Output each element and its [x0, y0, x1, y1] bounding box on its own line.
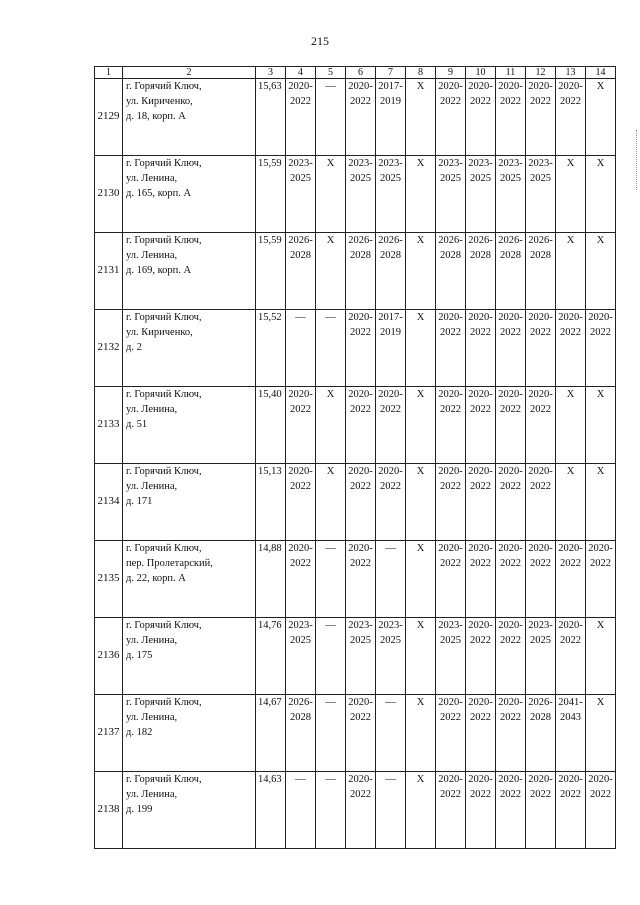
period-cell: 2020- 2022 [466, 772, 496, 849]
period-cell: 2023- 2025 [346, 618, 376, 695]
period-cell: 2020- 2022 [556, 79, 586, 156]
row-number: 2130 [95, 156, 123, 233]
period-cell: 2020- 2022 [526, 387, 556, 464]
period-cell: — [316, 541, 346, 618]
area-cell: 14,67 [256, 695, 286, 772]
period-cell: 2020- 2022 [436, 79, 466, 156]
period-cell: 2020- 2022 [496, 695, 526, 772]
address-cell: г. Горячий Ключ, ул. Ленина, д. 169, корп. А [123, 233, 256, 310]
period-cell: 2023- 2025 [526, 156, 556, 233]
area-cell: 14,88 [256, 541, 286, 618]
period-cell: 2020- 2022 [556, 310, 586, 387]
period-cell: Х [406, 772, 436, 849]
period-cell: 2020- 2022 [466, 618, 496, 695]
period-cell: 2020- 2022 [346, 464, 376, 541]
table-row [95, 387, 616, 464]
period-cell: 2020- 2022 [466, 310, 496, 387]
period-cell: 2023- 2025 [466, 156, 496, 233]
period-cell: Х [406, 387, 436, 464]
period-cell: 2020- 2022 [526, 310, 556, 387]
period-cell: Х [316, 156, 346, 233]
row-number: 2131 [95, 233, 123, 310]
period-cell: Х [316, 464, 346, 541]
period-cell: — [376, 541, 406, 618]
period-cell: Х [556, 387, 586, 464]
period-cell: Х [556, 464, 586, 541]
period-cell: Х [586, 618, 616, 695]
period-cell: — [376, 772, 406, 849]
period-cell: 2026- 2028 [376, 233, 406, 310]
period-cell: Х [316, 387, 346, 464]
period-cell: 2020- 2022 [346, 695, 376, 772]
row-number: 2137 [95, 695, 123, 772]
period-cell: 2020- 2022 [496, 772, 526, 849]
area-cell: 15,63 [256, 79, 286, 156]
column-number: 6 [346, 67, 376, 79]
address-cell: г. Горячий Ключ, ул. Ленина, д. 199 [123, 772, 256, 849]
period-cell: 2020- 2022 [436, 310, 466, 387]
period-cell: 2020- 2022 [496, 464, 526, 541]
period-cell: 2020- 2022 [466, 387, 496, 464]
period-cell: 2020- 2022 [286, 387, 316, 464]
period-cell: Х [586, 464, 616, 541]
table-row [95, 156, 616, 233]
period-cell: 2020- 2022 [466, 695, 496, 772]
period-cell: 2020- 2022 [466, 464, 496, 541]
period-cell: 2026- 2028 [286, 233, 316, 310]
period-cell: 2023- 2025 [286, 156, 316, 233]
period-cell: Х [406, 464, 436, 541]
column-number: 9 [436, 67, 466, 79]
period-cell: 2020- 2022 [526, 772, 556, 849]
area-cell: 15,59 [256, 233, 286, 310]
area-cell: 15,52 [256, 310, 286, 387]
period-cell: — [316, 772, 346, 849]
period-cell: Х [586, 387, 616, 464]
period-cell: 2020- 2022 [526, 541, 556, 618]
address-cell: г. Горячий Ключ, ул. Кириченко, д. 18, корп. А [123, 79, 256, 156]
period-cell: 2026- 2028 [496, 233, 526, 310]
period-cell: 2026- 2028 [286, 695, 316, 772]
address-cell: г. Горячий Ключ, ул. Ленина, д. 175 [123, 618, 256, 695]
period-cell: 2023- 2025 [436, 156, 466, 233]
period-cell: Х [406, 695, 436, 772]
period-cell: Х [586, 233, 616, 310]
period-cell: 2041- 2043 [556, 695, 586, 772]
table-body [95, 67, 616, 849]
period-cell: Х [586, 156, 616, 233]
period-cell: 2020- 2022 [346, 541, 376, 618]
address-cell: г. Горячий Ключ, ул. Ленина, д. 51 [123, 387, 256, 464]
period-cell: 2020- 2022 [346, 387, 376, 464]
period-cell: 2020- 2022 [346, 310, 376, 387]
period-cell: — [316, 310, 346, 387]
period-cell: 2023- 2025 [436, 618, 466, 695]
table-row [95, 695, 616, 772]
period-cell: — [376, 695, 406, 772]
column-number: 13 [556, 67, 586, 79]
period-cell: 2026- 2028 [436, 233, 466, 310]
period-cell: Х [406, 79, 436, 156]
period-cell: 2020- 2022 [466, 79, 496, 156]
period-cell: 2023- 2025 [526, 618, 556, 695]
period-cell: 2017- 2019 [376, 310, 406, 387]
period-cell: 2020- 2022 [286, 464, 316, 541]
period-cell: 2020- 2022 [346, 79, 376, 156]
period-cell: 2023- 2025 [346, 156, 376, 233]
period-cell: 2020- 2022 [376, 387, 406, 464]
period-cell: 2020- 2022 [496, 310, 526, 387]
period-cell: 2020- 2022 [496, 541, 526, 618]
period-cell: 2026- 2028 [466, 233, 496, 310]
period-cell: 2020- 2022 [586, 310, 616, 387]
row-number: 2132 [95, 310, 123, 387]
period-cell: 2020- 2022 [526, 464, 556, 541]
page-number: 215 [311, 34, 329, 48]
period-cell: Х [586, 79, 616, 156]
row-number: 2138 [95, 772, 123, 849]
address-cell: г. Горячий Ключ, ул. Ленина, д. 165, корп. А [123, 156, 256, 233]
column-number: 1 [95, 67, 123, 79]
period-cell: 2020- 2022 [436, 464, 466, 541]
period-cell: — [316, 618, 346, 695]
table-row [95, 772, 616, 849]
period-cell: 2023- 2025 [376, 618, 406, 695]
period-cell: Х [556, 156, 586, 233]
period-cell: 2020- 2022 [286, 79, 316, 156]
table-row [95, 310, 616, 387]
column-number: 12 [526, 67, 556, 79]
column-number: 14 [586, 67, 616, 79]
period-cell: 2020- 2022 [586, 772, 616, 849]
period-cell: — [286, 772, 316, 849]
margin-mark [636, 130, 638, 190]
period-cell: 2026- 2028 [526, 233, 556, 310]
period-cell: 2026- 2028 [346, 233, 376, 310]
period-cell: 2020- 2022 [466, 541, 496, 618]
period-cell: 2017- 2019 [376, 79, 406, 156]
period-cell: 2020- 2022 [496, 618, 526, 695]
period-cell: Х [586, 695, 616, 772]
area-cell: 14,76 [256, 618, 286, 695]
period-cell: 2020- 2022 [286, 541, 316, 618]
period-cell: Х [406, 156, 436, 233]
period-cell: Х [556, 233, 586, 310]
table-row [95, 79, 616, 156]
period-cell: Х [406, 618, 436, 695]
period-cell: 2020- 2022 [586, 541, 616, 618]
column-number: 2 [123, 67, 256, 79]
address-cell: г. Горячий Ключ, пер. Пролетарский, д. 22, корп. А [123, 541, 256, 618]
period-cell: 2020- 2022 [526, 79, 556, 156]
period-cell: 2020- 2022 [556, 618, 586, 695]
period-cell: Х [406, 541, 436, 618]
area-cell: 15,13 [256, 464, 286, 541]
column-number: 5 [316, 67, 346, 79]
table-row [95, 618, 616, 695]
address-cell: г. Горячий Ключ, ул. Ленина, д. 171 [123, 464, 256, 541]
period-cell: 2026- 2028 [526, 695, 556, 772]
period-cell: 2020- 2022 [496, 387, 526, 464]
period-cell: 2020- 2022 [436, 772, 466, 849]
period-cell: — [316, 79, 346, 156]
period-cell: Х [406, 233, 436, 310]
area-cell: 15,59 [256, 156, 286, 233]
period-cell: 2020- 2022 [496, 79, 526, 156]
header-row [95, 67, 616, 79]
period-cell: Х [316, 233, 346, 310]
area-cell: 14,63 [256, 772, 286, 849]
period-cell: 2020- 2022 [346, 772, 376, 849]
column-number: 7 [376, 67, 406, 79]
column-number: 3 [256, 67, 286, 79]
period-cell: 2020- 2022 [436, 387, 466, 464]
column-number: 11 [496, 67, 526, 79]
period-cell: 2020- 2022 [436, 695, 466, 772]
table-row [95, 233, 616, 310]
row-number: 2136 [95, 618, 123, 695]
column-number: 10 [466, 67, 496, 79]
area-cell: 15,40 [256, 387, 286, 464]
address-cell: г. Горячий Ключ, ул. Кириченко, д. 2 [123, 310, 256, 387]
register-table [94, 66, 616, 849]
table-row [95, 541, 616, 618]
period-cell: 2023- 2025 [376, 156, 406, 233]
period-cell: 2020- 2022 [556, 541, 586, 618]
row-number: 2129 [95, 79, 123, 156]
row-number: 2135 [95, 541, 123, 618]
column-number: 4 [286, 67, 316, 79]
period-cell: 2020- 2022 [436, 541, 466, 618]
period-cell: 2020- 2022 [556, 772, 586, 849]
period-cell: 2020- 2022 [376, 464, 406, 541]
row-number: 2134 [95, 464, 123, 541]
address-cell: г. Горячий Ключ, ул. Ленина, д. 182 [123, 695, 256, 772]
row-number: 2133 [95, 387, 123, 464]
table-row [95, 464, 616, 541]
period-cell: — [316, 695, 346, 772]
period-cell: 2023- 2025 [496, 156, 526, 233]
column-number: 8 [406, 67, 436, 79]
period-cell: — [286, 310, 316, 387]
period-cell: 2023- 2025 [286, 618, 316, 695]
period-cell: Х [406, 310, 436, 387]
